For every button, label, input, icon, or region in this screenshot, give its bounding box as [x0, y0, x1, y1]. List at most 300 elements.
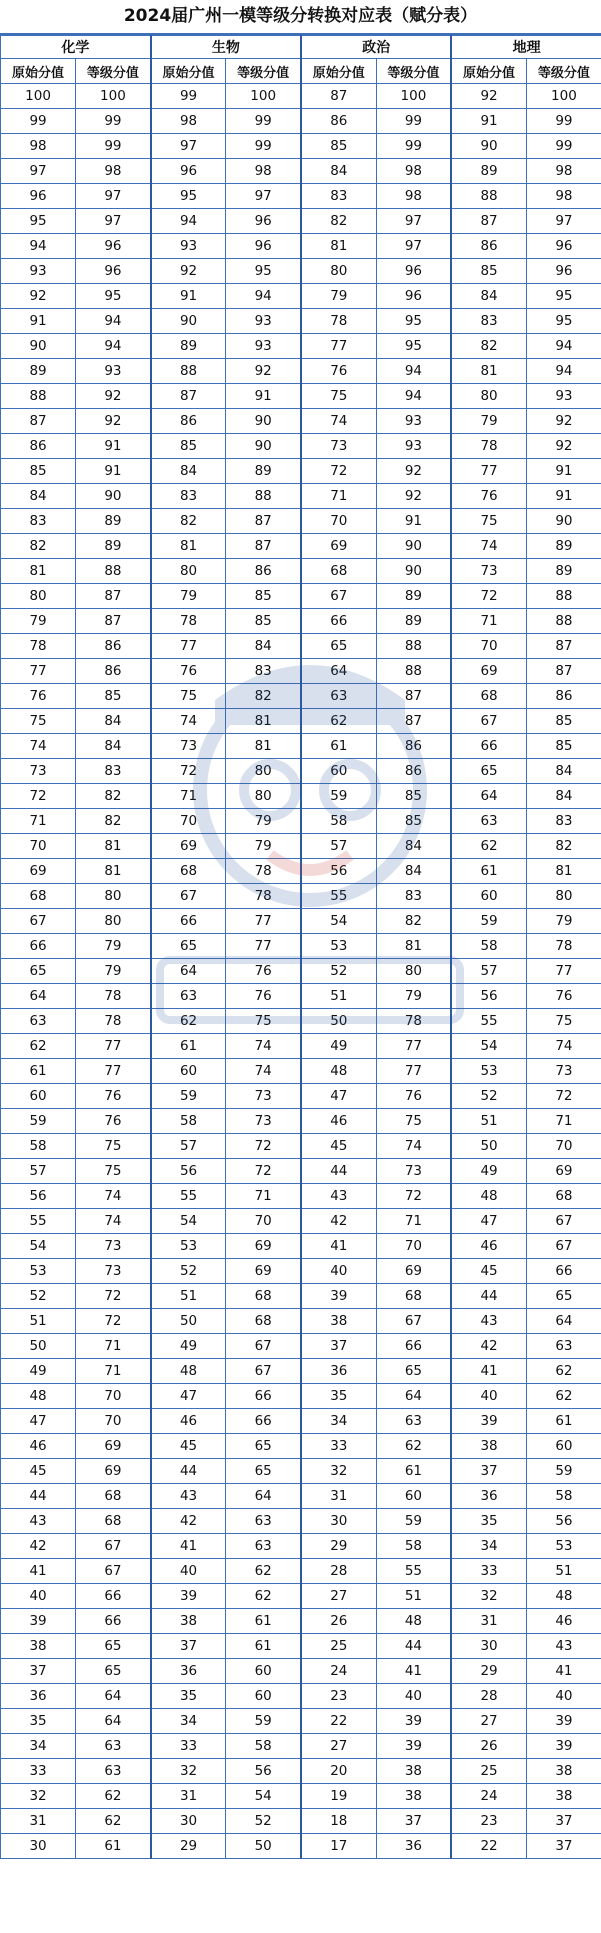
raw-score-cell: 66	[151, 909, 226, 934]
table-row	[1, 1034, 601, 1059]
grade-score-cell: 86	[376, 759, 451, 784]
grade-score-cell: 59	[526, 1459, 601, 1484]
grade-score-cell: 94	[526, 334, 601, 359]
grade-score-cell: 92	[76, 409, 151, 434]
grade-score-cell: 72	[226, 1134, 301, 1159]
raw-score-cell: 78	[151, 609, 226, 634]
grade-score-cell: 78	[76, 1009, 151, 1034]
grade-score-cell: 80	[226, 784, 301, 809]
raw-score-cell: 87	[451, 209, 526, 234]
raw-score-cell: 84	[301, 159, 376, 184]
raw-score-cell: 30	[301, 1509, 376, 1534]
grade-score-cell: 83	[226, 659, 301, 684]
grade-score-cell: 89	[376, 584, 451, 609]
raw-score-cell: 44	[151, 1459, 226, 1484]
grade-score-cell: 61	[226, 1609, 301, 1634]
raw-score-cell: 39	[151, 1584, 226, 1609]
score-conversion-table	[0, 35, 601, 1859]
grade-score-cell: 88	[526, 609, 601, 634]
grade-score-cell: 62	[226, 1559, 301, 1584]
grade-score-cell: 84	[376, 859, 451, 884]
raw-score-cell: 47	[1, 1409, 76, 1434]
grade-score-cell: 62	[376, 1434, 451, 1459]
grade-score-cell: 41	[526, 1659, 601, 1684]
grade-score-cell: 56	[226, 1759, 301, 1784]
grade-score-cell: 72	[76, 1284, 151, 1309]
grade-score-cell: 44	[376, 1634, 451, 1659]
grade-score-cell: 64	[226, 1484, 301, 1509]
raw-score-cell: 51	[1, 1309, 76, 1334]
raw-score-cell: 86	[301, 109, 376, 134]
table-row	[1, 1384, 601, 1409]
grade-score-cell: 81	[226, 734, 301, 759]
raw-score-cell: 87	[301, 84, 376, 109]
raw-score-cell: 69	[151, 834, 226, 859]
grade-score-cell: 95	[526, 309, 601, 334]
table-row	[1, 434, 601, 459]
table-row	[1, 1409, 601, 1434]
raw-score-cell: 64	[1, 984, 76, 1009]
grade-score-cell: 64	[76, 1709, 151, 1734]
raw-score-cell: 63	[301, 684, 376, 709]
grade-score-cell: 65	[76, 1659, 151, 1684]
raw-score-cell: 71	[151, 784, 226, 809]
grade-score-cell: 38	[376, 1759, 451, 1784]
grade-score-cell: 76	[526, 984, 601, 1009]
raw-score-cell: 61	[451, 859, 526, 884]
grade-score-cell: 70	[226, 1209, 301, 1234]
raw-score-cell: 22	[301, 1709, 376, 1734]
raw-score-cell: 63	[151, 984, 226, 1009]
raw-score-cell: 31	[301, 1484, 376, 1509]
raw-score-cell: 43	[1, 1509, 76, 1534]
grade-score-cell: 67	[226, 1359, 301, 1384]
grade-score-cell: 87	[226, 509, 301, 534]
grade-score-cell: 67	[76, 1534, 151, 1559]
raw-score-cell: 56	[451, 984, 526, 1009]
grade-score-cell: 48	[376, 1609, 451, 1634]
grade-score-cell: 58	[376, 1534, 451, 1559]
grade-score-cell: 77	[376, 1034, 451, 1059]
subject-header-biology: 生物	[151, 36, 301, 59]
raw-score-cell: 25	[301, 1634, 376, 1659]
subject-header-chemistry: 化学	[1, 36, 151, 59]
grade-score-cell: 63	[76, 1759, 151, 1784]
raw-score-cell: 77	[151, 634, 226, 659]
table-row	[1, 1209, 601, 1234]
table-row	[1, 1709, 601, 1734]
grade-score-cell: 87	[376, 684, 451, 709]
grade-score-cell: 100	[526, 84, 601, 109]
grade-score-cell: 65	[76, 1634, 151, 1659]
table-row	[1, 734, 601, 759]
table-row	[1, 784, 601, 809]
raw-score-cell: 76	[301, 359, 376, 384]
grade-score-cell: 80	[526, 884, 601, 909]
raw-score-cell: 29	[151, 1834, 226, 1859]
raw-score-cell: 45	[451, 1259, 526, 1284]
raw-score-cell: 85	[451, 259, 526, 284]
grade-score-cell: 76	[226, 984, 301, 1009]
raw-score-cell: 26	[301, 1609, 376, 1634]
grade-score-cell: 77	[226, 909, 301, 934]
grade-score-cell: 75	[376, 1109, 451, 1134]
grade-score-cell: 80	[76, 884, 151, 909]
raw-score-cell: 79	[301, 284, 376, 309]
grade-score-cell: 68	[226, 1309, 301, 1334]
raw-score-cell: 84	[451, 284, 526, 309]
grade-score-cell: 93	[376, 434, 451, 459]
raw-score-cell: 90	[451, 134, 526, 159]
grade-score-cell: 98	[376, 184, 451, 209]
raw-score-cell: 80	[301, 259, 376, 284]
raw-score-cell: 77	[301, 334, 376, 359]
grade-score-cell: 50	[226, 1834, 301, 1859]
grade-score-cell: 36	[376, 1834, 451, 1859]
raw-score-cell: 46	[151, 1409, 226, 1434]
grade-score-cell: 90	[76, 484, 151, 509]
grade-score-cell: 64	[376, 1384, 451, 1409]
raw-score-cell: 54	[451, 1034, 526, 1059]
table-row	[1, 534, 601, 559]
table-row	[1, 1284, 601, 1309]
grade-score-cell: 92	[526, 434, 601, 459]
grade-score-cell: 95	[376, 334, 451, 359]
grade-score-cell: 68	[526, 1184, 601, 1209]
grade-score-cell: 96	[526, 259, 601, 284]
raw-score-cell: 55	[151, 1184, 226, 1209]
column-header-grade: 等级分值	[376, 59, 451, 84]
raw-score-cell: 28	[301, 1559, 376, 1584]
raw-score-cell: 67	[1, 909, 76, 934]
raw-score-cell: 90	[1, 334, 76, 359]
grade-score-cell: 98	[526, 184, 601, 209]
raw-score-cell: 60	[451, 884, 526, 909]
raw-score-cell: 86	[1, 434, 76, 459]
raw-score-cell: 82	[1, 534, 76, 559]
raw-score-cell: 57	[1, 1159, 76, 1184]
table-row	[1, 1434, 601, 1459]
grade-score-cell: 97	[76, 184, 151, 209]
raw-score-cell: 81	[301, 234, 376, 259]
table-row	[1, 484, 601, 509]
raw-score-cell: 55	[301, 884, 376, 909]
grade-score-cell: 73	[76, 1234, 151, 1259]
raw-score-cell: 30	[151, 1809, 226, 1834]
grade-score-cell: 74	[226, 1034, 301, 1059]
raw-score-cell: 33	[1, 1759, 76, 1784]
grade-score-cell: 61	[76, 1834, 151, 1859]
table-row	[1, 1009, 601, 1034]
column-header-grade: 等级分值	[76, 59, 151, 84]
grade-score-cell: 41	[376, 1659, 451, 1684]
raw-score-cell: 69	[451, 659, 526, 684]
grade-score-cell: 58	[526, 1484, 601, 1509]
grade-score-cell: 80	[376, 959, 451, 984]
raw-score-cell: 69	[301, 534, 376, 559]
grade-score-cell: 88	[376, 634, 451, 659]
grade-score-cell: 89	[76, 509, 151, 534]
grade-score-cell: 76	[376, 1084, 451, 1109]
raw-score-cell: 39	[301, 1284, 376, 1309]
table-row	[1, 159, 601, 184]
grade-score-cell: 77	[76, 1059, 151, 1084]
grade-score-cell: 70	[76, 1384, 151, 1409]
grade-score-cell: 98	[226, 159, 301, 184]
raw-score-cell: 74	[451, 534, 526, 559]
grade-score-cell: 62	[526, 1359, 601, 1384]
grade-score-cell: 78	[226, 884, 301, 909]
raw-score-cell: 72	[151, 759, 226, 784]
table-row	[1, 409, 601, 434]
table-row	[1, 134, 601, 159]
raw-score-cell: 94	[151, 209, 226, 234]
grade-score-cell: 61	[226, 1634, 301, 1659]
raw-score-cell: 81	[1, 559, 76, 584]
grade-score-cell: 40	[526, 1684, 601, 1709]
grade-score-cell: 69	[76, 1434, 151, 1459]
grade-score-cell: 81	[226, 709, 301, 734]
raw-score-cell: 40	[301, 1259, 376, 1284]
grade-score-cell: 66	[376, 1334, 451, 1359]
raw-score-cell: 63	[1, 1009, 76, 1034]
raw-score-cell: 34	[151, 1709, 226, 1734]
grade-score-cell: 77	[226, 934, 301, 959]
grade-score-cell: 66	[76, 1609, 151, 1634]
raw-score-cell: 62	[1, 1034, 76, 1059]
raw-score-cell: 78	[301, 309, 376, 334]
raw-score-cell: 58	[151, 1109, 226, 1134]
raw-score-cell: 83	[301, 184, 376, 209]
raw-score-cell: 47	[451, 1209, 526, 1234]
grade-score-cell: 74	[226, 1059, 301, 1084]
raw-score-cell: 35	[1, 1709, 76, 1734]
grade-score-cell: 94	[526, 359, 601, 384]
raw-score-cell: 73	[451, 559, 526, 584]
grade-score-cell: 91	[526, 484, 601, 509]
grade-score-cell: 93	[226, 309, 301, 334]
raw-score-cell: 18	[301, 1809, 376, 1834]
raw-score-cell: 44	[301, 1159, 376, 1184]
column-header-raw: 原始分值	[1, 59, 76, 84]
raw-score-cell: 49	[1, 1359, 76, 1384]
raw-score-cell: 68	[1, 884, 76, 909]
raw-score-cell: 82	[451, 334, 526, 359]
grade-score-cell: 92	[76, 384, 151, 409]
raw-score-cell: 22	[451, 1834, 526, 1859]
table-row	[1, 1659, 601, 1684]
grade-score-cell: 62	[226, 1584, 301, 1609]
raw-score-cell: 52	[451, 1084, 526, 1109]
grade-score-cell: 76	[76, 1084, 151, 1109]
grade-score-cell: 91	[76, 459, 151, 484]
raw-score-cell: 93	[1, 259, 76, 284]
raw-score-cell: 57	[301, 834, 376, 859]
raw-score-cell: 52	[301, 959, 376, 984]
grade-score-cell: 82	[226, 684, 301, 709]
raw-score-cell: 68	[151, 859, 226, 884]
grade-score-cell: 86	[226, 559, 301, 584]
raw-score-cell: 72	[451, 584, 526, 609]
raw-score-cell: 73	[151, 734, 226, 759]
grade-score-cell: 48	[526, 1584, 601, 1609]
grade-score-cell: 87	[76, 609, 151, 634]
raw-score-cell: 17	[301, 1834, 376, 1859]
raw-score-cell: 29	[451, 1659, 526, 1684]
grade-score-cell: 88	[76, 559, 151, 584]
grade-score-cell: 60	[376, 1484, 451, 1509]
raw-score-cell: 57	[151, 1134, 226, 1159]
table-row	[1, 1634, 601, 1659]
grade-score-cell: 90	[226, 409, 301, 434]
raw-score-cell: 87	[151, 384, 226, 409]
raw-score-cell: 53	[301, 934, 376, 959]
grade-score-cell: 79	[376, 984, 451, 1009]
raw-score-cell: 56	[301, 859, 376, 884]
raw-score-cell: 80	[451, 384, 526, 409]
grade-score-cell: 95	[76, 284, 151, 309]
grade-score-cell: 100	[76, 84, 151, 109]
raw-score-cell: 88	[151, 359, 226, 384]
table-row	[1, 84, 601, 109]
table-row	[1, 1684, 601, 1709]
grade-score-cell: 99	[376, 134, 451, 159]
raw-score-cell: 67	[451, 709, 526, 734]
grade-score-cell: 85	[526, 709, 601, 734]
raw-score-cell: 35	[301, 1384, 376, 1409]
grade-score-cell: 92	[376, 484, 451, 509]
grade-score-cell: 77	[76, 1034, 151, 1059]
raw-score-cell: 45	[1, 1459, 76, 1484]
raw-score-cell: 43	[151, 1484, 226, 1509]
grade-score-cell: 63	[76, 1734, 151, 1759]
grade-score-cell: 74	[76, 1184, 151, 1209]
grade-score-cell: 51	[376, 1584, 451, 1609]
grade-score-cell: 39	[526, 1734, 601, 1759]
table-row	[1, 759, 601, 784]
raw-score-cell: 61	[301, 734, 376, 759]
raw-score-cell: 54	[301, 909, 376, 934]
grade-score-cell: 86	[376, 734, 451, 759]
raw-score-cell: 41	[1, 1559, 76, 1584]
table-row	[1, 609, 601, 634]
raw-score-cell: 46	[1, 1434, 76, 1459]
raw-score-cell: 89	[151, 334, 226, 359]
grade-score-cell: 39	[376, 1734, 451, 1759]
raw-score-cell: 100	[1, 84, 76, 109]
grade-score-cell: 95	[376, 309, 451, 334]
raw-score-cell: 86	[151, 409, 226, 434]
grade-score-cell: 67	[376, 1309, 451, 1334]
grade-score-cell: 91	[226, 384, 301, 409]
raw-score-cell: 99	[1, 109, 76, 134]
grade-score-cell: 78	[76, 984, 151, 1009]
grade-score-cell: 97	[376, 209, 451, 234]
grade-score-cell: 69	[76, 1459, 151, 1484]
grade-score-cell: 39	[376, 1709, 451, 1734]
grade-score-cell: 39	[526, 1709, 601, 1734]
raw-score-cell: 37	[301, 1334, 376, 1359]
grade-score-cell: 96	[526, 234, 601, 259]
raw-score-cell: 33	[301, 1434, 376, 1459]
grade-score-cell: 94	[376, 359, 451, 384]
raw-score-cell: 77	[1, 659, 76, 684]
raw-score-cell: 96	[151, 159, 226, 184]
raw-score-cell: 85	[1, 459, 76, 484]
grade-score-cell: 72	[376, 1184, 451, 1209]
table-row	[1, 1184, 601, 1209]
grade-score-cell: 82	[76, 809, 151, 834]
raw-score-cell: 52	[1, 1284, 76, 1309]
grade-score-cell: 68	[76, 1484, 151, 1509]
raw-score-cell: 39	[451, 1409, 526, 1434]
raw-score-cell: 36	[301, 1359, 376, 1384]
raw-score-cell: 50	[451, 1134, 526, 1159]
grade-score-cell: 55	[376, 1559, 451, 1584]
grade-score-cell: 97	[376, 234, 451, 259]
raw-score-cell: 97	[1, 159, 76, 184]
grade-score-cell: 70	[376, 1234, 451, 1259]
raw-score-cell: 59	[301, 784, 376, 809]
table-row	[1, 859, 601, 884]
grade-score-cell: 83	[526, 809, 601, 834]
table-row	[1, 1234, 601, 1259]
raw-score-cell: 59	[451, 909, 526, 934]
raw-score-cell: 66	[451, 734, 526, 759]
grade-score-cell: 87	[526, 659, 601, 684]
grade-score-cell: 53	[526, 1534, 601, 1559]
grade-score-cell: 91	[76, 434, 151, 459]
grade-score-cell: 74	[376, 1134, 451, 1159]
table-row	[1, 1309, 601, 1334]
raw-score-cell: 87	[1, 409, 76, 434]
raw-score-cell: 20	[301, 1759, 376, 1784]
raw-score-cell: 32	[301, 1459, 376, 1484]
grade-score-cell: 62	[76, 1809, 151, 1834]
grade-score-cell: 73	[226, 1109, 301, 1134]
raw-score-cell: 78	[451, 434, 526, 459]
grade-score-cell: 67	[226, 1334, 301, 1359]
raw-score-cell: 60	[301, 759, 376, 784]
grade-score-cell: 75	[226, 1009, 301, 1034]
table-row	[1, 1334, 601, 1359]
raw-score-cell: 39	[1, 1609, 76, 1634]
raw-score-cell: 70	[1, 834, 76, 859]
grade-score-cell: 72	[76, 1309, 151, 1334]
raw-score-cell: 70	[451, 634, 526, 659]
grade-score-cell: 40	[376, 1684, 451, 1709]
table-row	[1, 1834, 601, 1859]
raw-score-cell: 82	[301, 209, 376, 234]
grade-score-cell: 61	[376, 1459, 451, 1484]
raw-score-cell: 47	[301, 1084, 376, 1109]
table-row	[1, 259, 601, 284]
raw-score-cell: 55	[1, 1209, 76, 1234]
column-header-grade: 等级分值	[226, 59, 301, 84]
raw-score-cell: 78	[1, 634, 76, 659]
raw-score-cell: 91	[1, 309, 76, 334]
grade-score-cell: 75	[526, 1009, 601, 1034]
grade-score-cell: 96	[376, 284, 451, 309]
grade-score-cell: 96	[76, 259, 151, 284]
grade-score-cell: 67	[526, 1209, 601, 1234]
grade-score-cell: 72	[526, 1084, 601, 1109]
grade-score-cell: 86	[76, 634, 151, 659]
table-row	[1, 1559, 601, 1584]
grade-score-cell: 84	[76, 734, 151, 759]
raw-score-cell: 56	[151, 1159, 226, 1184]
raw-score-cell: 26	[451, 1734, 526, 1759]
